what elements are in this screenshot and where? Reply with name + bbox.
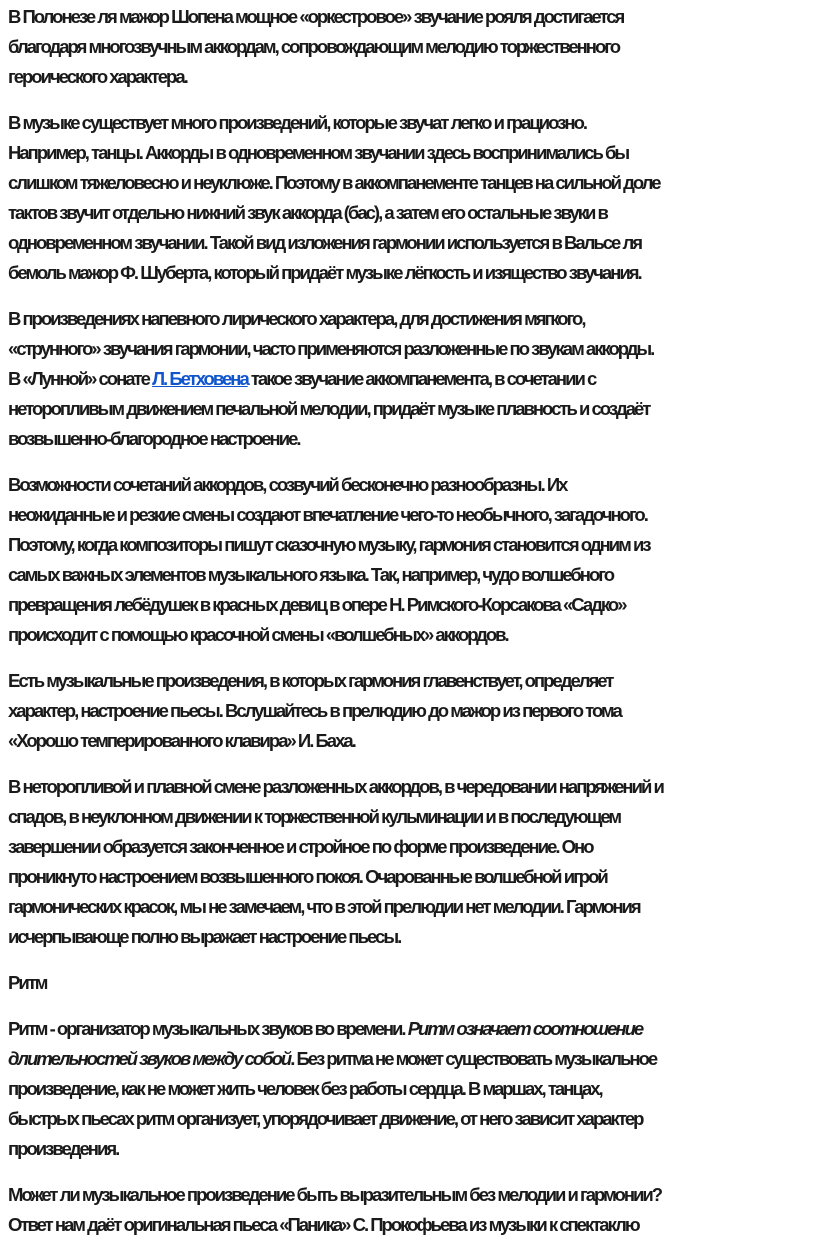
text-line: неторопливым движением печальной мелодии, придаёт музыке плавность и создаёт — [8, 398, 650, 419]
text-line: неожиданные и резкие смены создают впечатление чего-то необычного, загадочного. — [8, 504, 647, 525]
paragraph-prelude-description — [8, 772, 816, 952]
text-line: В музыке существует много произведений, которые звучат легко и грациозно. — [8, 112, 587, 133]
text-line: «струнного» звучания гармонии, часто применяются разложенные по звукам аккорды. — [8, 338, 654, 359]
text-line: «Хорошо темперированного клавира» И. Баха. — [8, 730, 355, 751]
text-line — [8, 364, 816, 394]
text-line: характер, настроение пьесы. Вслушайтесь в прелюдию до мажор из первого тома — [8, 700, 621, 721]
section-heading-rhythm — [8, 968, 816, 998]
text-line: быстрых пьесах ритм организует, упорядочивает движение, от него зависит характер — [8, 1108, 643, 1129]
text-line — [8, 1044, 816, 1074]
text-line: В неторопливой и плавной смене разложенных аккордов, в чередовании напряжений и — [8, 776, 663, 797]
paragraph-rhythm-definition — [8, 1014, 816, 1164]
paragraph-prokofiev-panic — [8, 1180, 816, 1240]
beethoven-link[interactable]: Л. Бетховена — [152, 368, 248, 389]
text-line: самых важных элементов музыкального языка. Так, например, чудо волшебного — [8, 564, 614, 585]
text-fragment: В «Лунной» сонате — [8, 368, 153, 389]
text-line: произведения. — [8, 1138, 119, 1159]
text-line: гармонических красок, мы не замечаем, что в этой прелюдии нет мелодии. Гармония — [8, 896, 640, 917]
heading-text: Ритм — [8, 972, 47, 993]
text-line: Может ли музыкальное произведение быть выразительным без мелодии и гармонии? — [8, 1184, 662, 1205]
text-line: В Полонезе ля мажор Шопена мощное «оркестровое» звучание рояля достигается — [8, 6, 624, 27]
text-line: слишком тяжеловесно и неуклюже. Поэтому в аккомпанементе танцев на сильной доле — [8, 172, 660, 193]
text-fragment: такое звучание аккомпанемента, в сочетании с — [247, 368, 596, 389]
text-line: В произведениях напевного лирического характера, для достижения мягкого, — [8, 308, 585, 329]
paragraph-dances — [8, 108, 816, 288]
text-line: Возможности сочетаний аккордов, созвучий бесконечно разнообразны. Их — [8, 474, 567, 495]
text-line: происходит с помощью красочной смены «волшебных» аккордов. — [8, 624, 508, 645]
text-line: героического характера. — [8, 66, 187, 87]
text-line: тактов звучит отдельно нижний звук аккорда (бас), а затем его остальные звуки в — [8, 202, 607, 223]
text-line: спадов, в неуклонном движении к торжественной кульминации и в последующем — [8, 806, 621, 827]
text-line: бемоль мажор Ф. Шуберта, который придаёт музыке лёгкость и изящество звучания. — [8, 262, 641, 283]
paragraph-fairytale-harmony — [8, 470, 816, 650]
text-line: возвышенно-благородное настроение. — [8, 428, 300, 449]
text-line — [8, 1014, 816, 1044]
text-line: исчерпывающе полно выражает настроение пьесы. — [8, 926, 401, 947]
text-line: Есть музыкальные произведения, в которых гармония главенствует, определяет — [8, 670, 613, 691]
text-line: Ответ нам даёт оригинальная пьеса «Паника» С. Прокофьева из музыки к спектаклю — [8, 1214, 639, 1235]
paragraph-chopin-polonaise — [8, 2, 816, 92]
paragraph-bach-prelude — [8, 666, 816, 756]
italic-fragment: Ритм означает соотношение — [407, 1018, 643, 1039]
paragraph-lyrical — [8, 304, 816, 454]
text-line: Поэтому, когда композиторы пишут сказочную музыку, гармония становится одним из — [8, 534, 650, 555]
italic-fragment: длительностей звуков между собой — [8, 1048, 291, 1069]
text-line: Например, танцы. Аккорды в одновременном звучании здесь воспринимались бы — [8, 142, 629, 163]
text-line: проникнуто настроением возвышенного покоя. Очарованные волшебной игрой — [8, 866, 607, 887]
text-line: произведение, как не может жить человек без работы сердца. В маршах, танцах, — [8, 1078, 602, 1099]
text-line: завершении образуется законченное и стройное по форме произведение. Оно — [8, 836, 593, 857]
text-line: благодаря многозвучным аккордам, сопровождающим мелодию торжественного — [8, 36, 620, 57]
text-fragment: Ритм - организатор музыкальных звуков во времени. — [8, 1018, 408, 1039]
text-fragment: . Без ритма не может существовать музыкальное — [290, 1048, 657, 1069]
text-line: превращения лебёдушек в красных девиц в опере Н. Римского-Корсакова «Садко» — [8, 594, 626, 615]
text-line: одновременном звучании. Такой вид изложения гармонии используется в Вальсе ля — [8, 232, 642, 253]
